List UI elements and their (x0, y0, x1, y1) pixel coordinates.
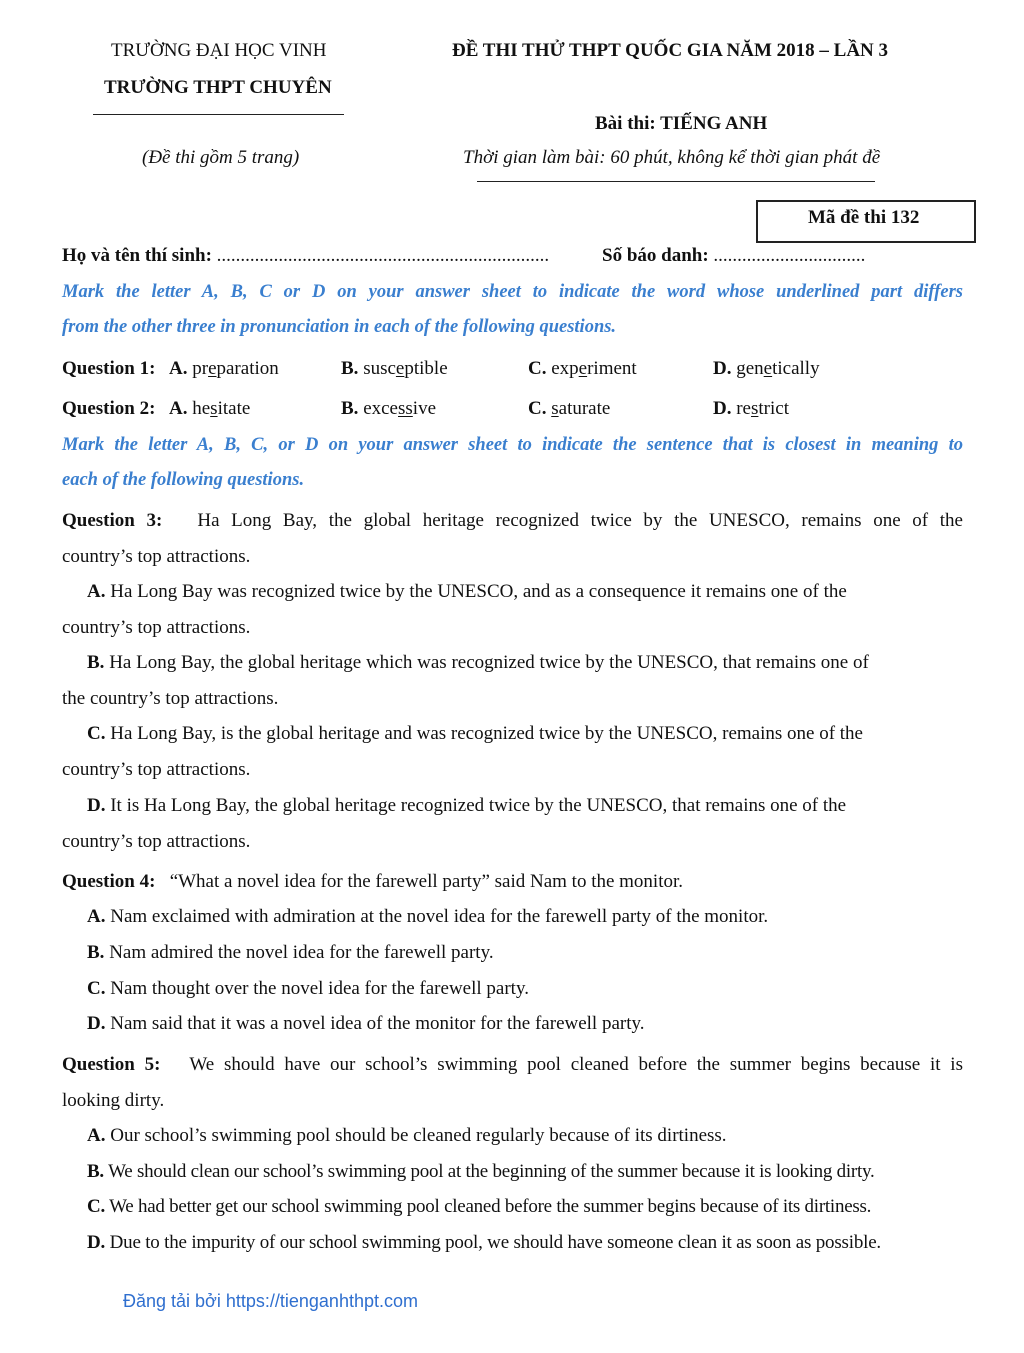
q5-label: Question 5: (62, 1054, 161, 1075)
q3-option-d-cont: country’s top attractions. (62, 831, 251, 852)
candidate-id-line (602, 245, 865, 267)
section1-instruction-line2: from the other three in pronunciation in each of the following questions. (62, 317, 617, 337)
q3-option-b: B. Ha Long Bay, the global heritage which was recognized twice by the UNESCO, that remains one of (87, 652, 869, 673)
q5-stem-line1: Question 5: We should have our school’s swimming pool cleaned before the summer begins because it is (62, 1054, 963, 1075)
q1-option-c: C. experiment (528, 358, 637, 379)
q3-stem-line1: Question 3: Ha Long Bay, the global heritage recognized twice by the UNESCO, remains one of the (62, 510, 963, 531)
exam-title: ĐỀ THI THỬ THPT QUỐC GIA NĂM 2018 – LẦN 3 (452, 40, 889, 61)
section1-instruction-line1: Mark the letter A, B, C or D on your answer sheet to indicate the word whose underlined part differs (62, 282, 963, 302)
candidate-id-label: Số báo danh: (602, 245, 709, 266)
candidate-id-dots: ................................ (708, 245, 866, 266)
q5-option-c: C. We had better get our school swimming pool cleaned before the summer begins because of its dirtiness. (87, 1196, 872, 1217)
q3-label: Question 3: (62, 510, 163, 531)
q1-option-d: D. genetically (713, 358, 820, 379)
exam-code-box (756, 200, 976, 243)
section2-instruction-line2: each of the following questions. (62, 470, 305, 490)
q1-option-b: B. susceptible (341, 358, 448, 379)
q3-option-c: C. Ha Long Bay, is the global heritage and was recognized twice by the UNESCO, remains one of the (87, 723, 863, 744)
section2-instruction-line1: Mark the letter A, B, C, or D on your answer sheet to indicate the sentence that is closest in meaning to (62, 435, 963, 455)
school-name: TRƯỜNG THPT CHUYÊN (104, 77, 332, 98)
q5-option-b: B. We should clean our school’s swimming pool at the beginning of the summer because it is looking dirty. (87, 1161, 875, 1182)
q3-option-a-cont: country’s top attractions. (62, 617, 251, 638)
header-left-divider (93, 114, 344, 115)
q4-option-d: D. Nam said that it was a novel idea of the monitor for the farewell party. (87, 1013, 645, 1034)
q5-option-a: A. Our school’s swimming pool should be cleaned regularly because of its dirtiness. (87, 1125, 727, 1146)
q3-option-a: A. Ha Long Bay was recognized twice by the UNESCO, and as a consequence it remains one of the (87, 581, 847, 602)
candidate-line (62, 245, 549, 267)
university-name: TRƯỜNG ĐẠI HỌC VINH (111, 40, 327, 61)
q4-option-c: C. Nam thought over the novel idea for the farewell party. (87, 978, 529, 999)
exam-code: Mã đề thi 132 (808, 207, 920, 228)
header-right-divider (477, 181, 875, 182)
time-note: Thời gian làm bài: 60 phút, không kể thời gian phát đề (463, 147, 881, 168)
q2-label: Question 2: (62, 398, 156, 419)
q2-option-a: A. hesitate (169, 398, 251, 419)
q2-option-b: B. excessive (341, 398, 437, 419)
q4-option-a: A. Nam exclaimed with admiration at the novel idea for the farewell party of the monitor. (87, 906, 769, 927)
footer-link[interactable]: Đăng tải bởi https://tienganhthpt.com (123, 1291, 418, 1311)
subject-title: Bài thi: TIẾNG ANH (595, 113, 768, 134)
candidate-name-label: Họ và tên thí sinh: (62, 245, 212, 266)
q4-option-b: B. Nam admired the novel idea for the farewell party. (87, 942, 494, 963)
q2-option-d: D. restrict (713, 398, 790, 419)
pages-note: (Đề thi gồm 5 trang) (142, 147, 300, 168)
q2-option-c: C. saturate (528, 398, 611, 419)
candidate-name-dots: ...................................................................... (211, 245, 550, 266)
q3-stem-line2: country’s top attractions. (62, 546, 251, 567)
q1-option-a: A. preparation (169, 358, 279, 379)
q5-stem-line2: looking dirty. (62, 1090, 165, 1111)
q5-option-d: D. Due to the impurity of our school swimming pool, we should have someone clean it as soon as possible. (87, 1232, 881, 1253)
q4-stem: Question 4: “What a novel idea for the farewell party” said Nam to the monitor. (62, 871, 684, 892)
q1-label: Question 1: (62, 358, 156, 379)
q4-label: Question 4: (62, 871, 156, 892)
q3-option-d: D. It is Ha Long Bay, the global heritage recognized twice by the UNESCO, that remains one of the (87, 795, 847, 816)
q3-option-c-cont: country’s top attractions. (62, 759, 251, 780)
q3-option-b-cont: the country’s top attractions. (62, 688, 279, 709)
